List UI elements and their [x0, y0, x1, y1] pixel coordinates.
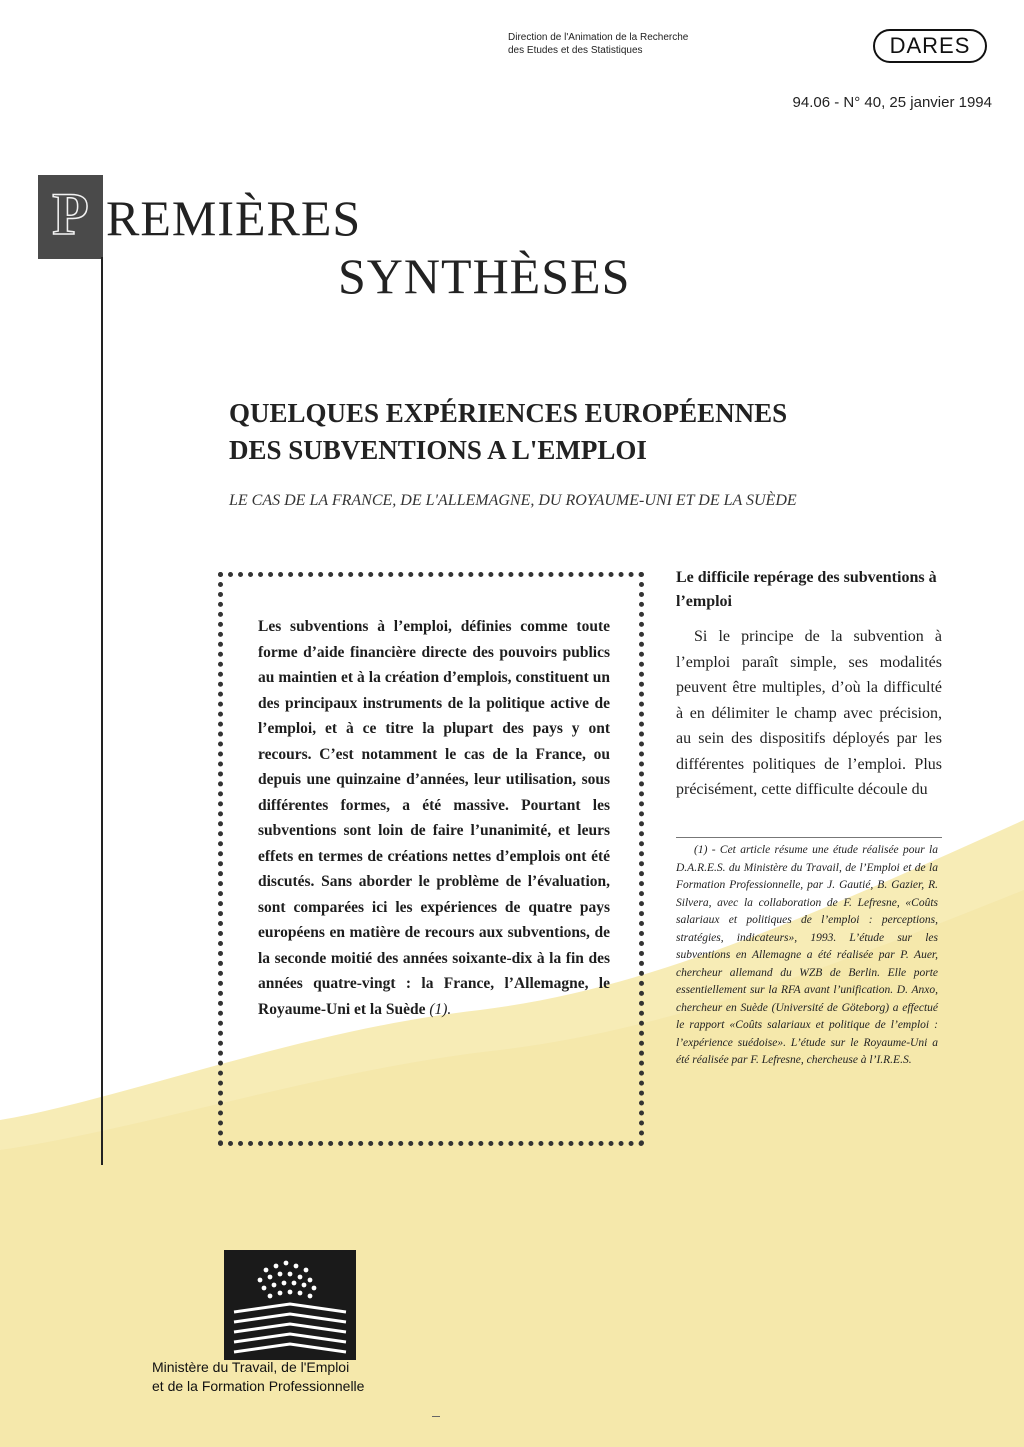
agency-line-1: Direction de l'Animation de la Recherche [508, 32, 689, 43]
issue-number: 94.06 - N° 40, 25 janvier 1994 [792, 94, 992, 111]
summary-text: Les subventions à l’emploi, définies comme toute forme d’aide financière directe des pouvoirs publics au maintien et à la création d’emplois, constituent un des principaux instruments de la politique active de l’emploi, et à ce titre la plupart des pays y ont recours. C’est notamment le cas de la France, ou depuis une quinzaine d’années, leur utilisation, sous différentes formes, a été massive. Pourtant les subventions sont loin de faire l’unanimité, et leurs effets en termes de créations nettes d’emplois ont été discutés. Sans aborder le problème de l’évaluation, sont comparées ici les expériences de quatre pays européens en matière de recours aux subventions, de la seconde moitié des années soixante-dix à la fin des années quatre-vingt : la France, l’Allemagne, le Royaume-Uni et la Suède [258, 618, 610, 1018]
ministry-name [152, 1358, 412, 1396]
summary-abstract [258, 614, 610, 1022]
brand-initial-block [38, 175, 103, 259]
ministry-emblem-icon [224, 1250, 356, 1360]
ministry-line-1: Ministère du Travail, de l'Emploi [152, 1359, 350, 1375]
article-subtitle: LE CAS DE LA FRANCE, DE L'ALLEMAGNE, DU ROYAUME-UNI ET DE LA SUÈDE [229, 492, 797, 509]
article-title-line-1: QUELQUES EXPÉRIENCES EUROPÉENNES [229, 398, 788, 428]
agency-name [508, 31, 788, 57]
page-mark [432, 1416, 440, 1417]
footnote-text: (1) - Cet article résume une étude réalisée pour la D.A.R.E.S. du Ministère du Travail, de l’Emploi et de la Formation Professionnelle, par J. Gautié, B. Gazier, R. Silvera, avec la collaboration de F. Lefresne, «Coûts salariaux et politiques de l’emploi : perceptions, stratégies, indicateurs», 1993. L’étude sur les subventions en Allemagne a été réalisée par P. Auer, chercheur allemand du WZB de Berlin. Elle porte essentiellement sur la RFA avant l’unification. D. Anxo, chercheur en Suède (Université de Göteborg) a effectué le rapport «Coûts salariaux et politique de l’emploi : l’expérience suédoise». L’étude sur le Royaume-Uni a été réalisée par F. Lefresne, chercheuse à l’I.R.E.S. [676, 844, 938, 1066]
dares-logo: DARES [873, 29, 987, 63]
brand-initial: P [52, 181, 89, 247]
ministry-line-2: et de la Formation Professionnelle [152, 1378, 365, 1394]
article-title-line-2: DES SUBVENTIONS A L'EMPLOI [229, 435, 647, 465]
article-title [229, 395, 949, 469]
vertical-rule [101, 257, 103, 1165]
footnote-reference: (1). [429, 1000, 452, 1018]
brand-title-line-2: SYNTHÈSES [338, 248, 631, 304]
brand-title-line-1: REMIÈRES [106, 190, 362, 246]
section-body: Si le principe de la subvention à l’emploi paraît simple, ses modalités peuvent être multiples, d’où la difficulté à en délimiter le champ avec précision, au sein des dispositifs déployés par les différentes politiques de l’emploi. Plus précisément, cette difficulte découle du [676, 628, 942, 798]
section-heading: Le difficile repérage des subventions à l’emploi [676, 569, 937, 610]
footnote-divider [676, 837, 942, 838]
agency-line-2: des Etudes et des Statistiques [508, 45, 643, 56]
